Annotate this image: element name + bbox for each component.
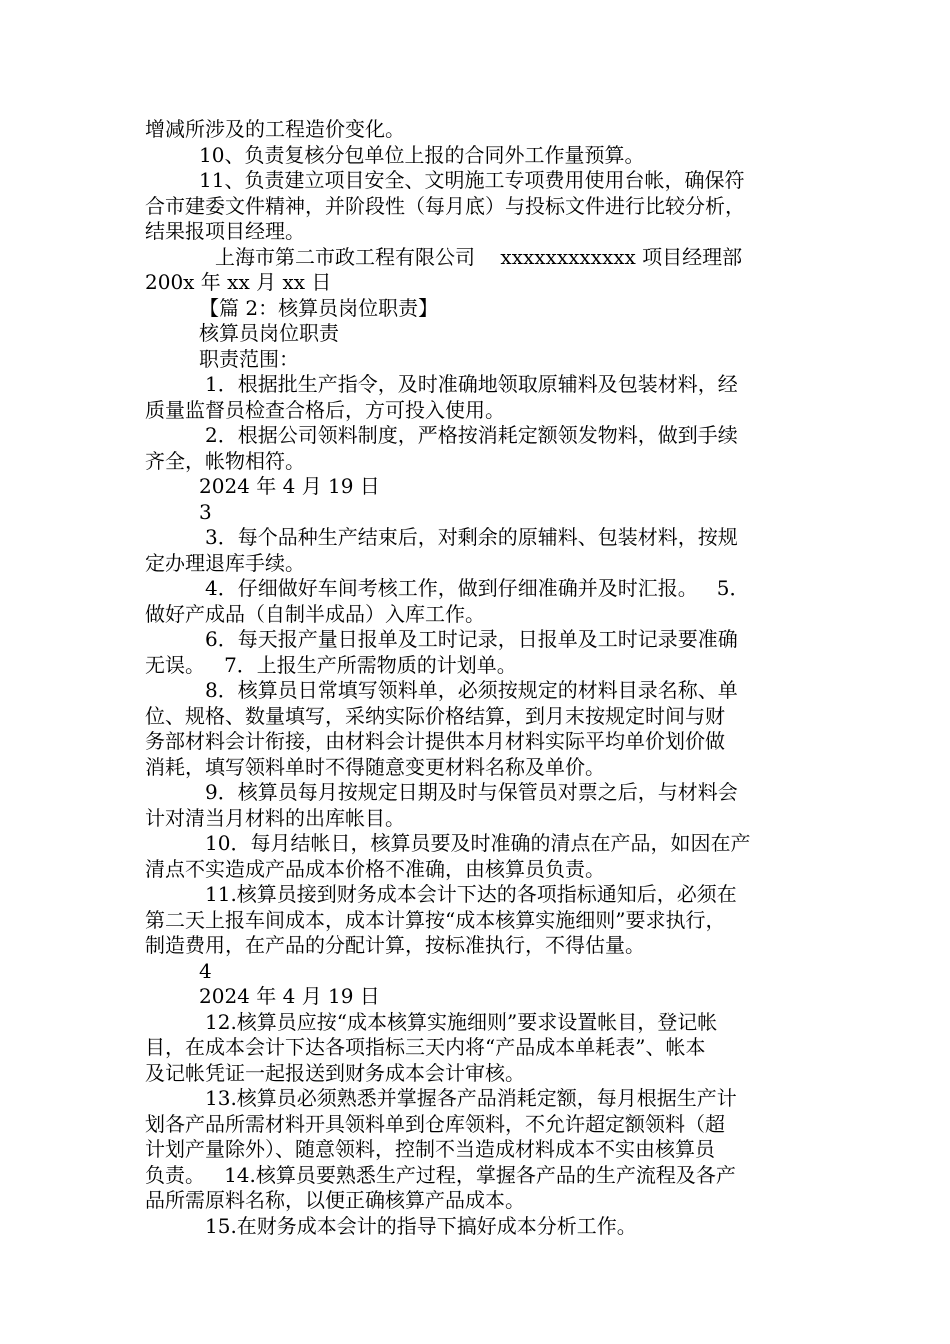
text-line: 10、负责复核分包单位上报的合同外工作量预算。: [199, 142, 645, 167]
text-line: 3: [199, 499, 212, 524]
text-line: 职责范围：: [199, 346, 299, 371]
text-line: 200x 年 xx 月 xx 日: [145, 270, 332, 294]
text-line: 2024 年 4 月 19 日: [199, 474, 380, 498]
text-line: 清点不实造成产品成本价格不准确，由核算员负责。: [145, 856, 605, 881]
text-line: 结果报项目经理。: [145, 219, 305, 243]
text-line: 【篇 2：核算员岗位职责】: [199, 295, 439, 320]
text-line: 制造费用，在产品的分配计算，按标准执行，不得估量。: [145, 933, 645, 957]
text-line: 合市建委文件精神，并阶段性（每月底）与投标文件进行比较分析，: [145, 193, 745, 218]
text-line: 4: [199, 958, 212, 983]
text-line: 消耗，填写领料单时不得随意变更材料名称及单价。: [145, 754, 605, 779]
text-line: 1．根据批生产指令，及时准确地领取原辅料及包装材料，经: [205, 372, 738, 396]
text-line: 增减所涉及的工程造价变化。: [145, 117, 405, 141]
text-line: 做好产成品（自制半成品）入库工作。: [145, 601, 485, 626]
text-line: 上海市第二市政工程有限公司 xxxxxxxxxxxx 项目经理部: [215, 244, 743, 269]
document-body: [145, 117, 825, 1239]
text-line: 计划产量除外）、随意领料，控制不当造成材料成本不实由核算员: [145, 1137, 715, 1161]
text-line: 计对清当月材料的出库帐目。: [145, 805, 405, 830]
text-line: 务部材料会计衔接，由材料会计提供本月材料实际平均单价划价做: [145, 729, 725, 753]
text-line: 12.核算员应按“成本核算实施细则”要求设置帐目，登记帐: [205, 1009, 718, 1034]
text-line: 齐全，帐物相符。: [145, 448, 305, 473]
text-line: 核算员岗位职责: [199, 321, 339, 345]
text-line: 13.核算员必须熟悉并掌握各产品消耗定额，每月根据生产计: [205, 1086, 737, 1110]
text-line: 11、负责建立项目安全、文明施工专项费用使用台帐，确保符: [199, 168, 745, 192]
text-line: 位、规格、数量填写，采纳实际价格结算，到月末按规定时间与财: [145, 703, 725, 728]
text-line: 15.在财务成本会计的指导下搞好成本分析工作。: [205, 1213, 637, 1238]
text-line: 9．核算员每月按规定日期及时与保管员对票之后，与材料会: [205, 780, 738, 804]
text-line: 6．每天报产量日报单及工时记录，日报单及工时记录要准确: [205, 627, 738, 651]
text-line: 质量监督员检查合格后，方可投入使用。: [145, 397, 505, 422]
text-line: 无误。 7．上报生产所需物质的计划单。: [145, 652, 517, 677]
text-line: 2024 年 4 月 19 日: [199, 984, 380, 1008]
text-line: 11.核算员接到财务成本会计下达的各项指标通知后，必须在: [205, 882, 737, 906]
text-line: 品所需原料名称，以便正确核算产品成本。: [145, 1188, 525, 1212]
text-line: 定办理退库手续。: [145, 550, 305, 575]
text-line: 划各产品所需材料开具领料单到仓库领料，不允许超定额领料（超: [145, 1111, 725, 1136]
text-line: 3．每个品种生产结束后，对剩余的原辅料、包装材料，按规: [205, 525, 738, 549]
text-line: 10．每月结帐日，核算员要及时准确的清点在产品，如因在产: [205, 831, 751, 855]
text-line: 8．核算员日常填写领料单，必须按规定的材料目录名称、单: [205, 678, 738, 702]
text-line: 第二天上报车间成本，成本计算按“成本核算实施细则”要求执行，: [145, 907, 726, 932]
text-line: 负责。 14.核算员要熟悉生产过程，掌握各产品的生产流程及各产: [145, 1162, 736, 1187]
text-line: 4．仔细做好车间考核工作，做到仔细准确并及时汇报。 5．: [205, 576, 750, 600]
text-line: 目，在成本会计下达各项指标三天内将“产品成本单耗表”、帐本: [145, 1035, 706, 1059]
text-line: 2．根据公司领料制度，严格按消耗定额领发物料，做到手续: [205, 423, 738, 447]
text-line: 及记帐凭证一起报送到财务成本会计审核。: [145, 1060, 525, 1085]
